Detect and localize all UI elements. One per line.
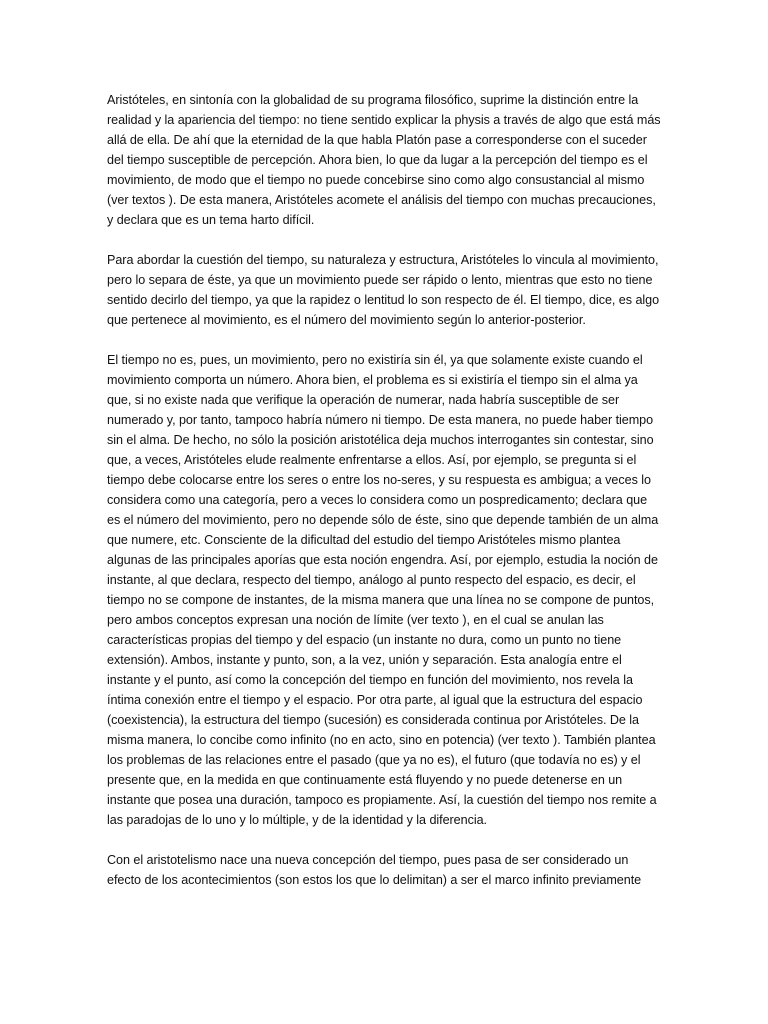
- paragraph-aristotelianism-time: Con el aristotelismo nace una nueva concepción del tiempo, pues pasa de ser considerado un efecto de los acontecimientos (son estos los que lo delimitan) a ser el marco infinito previamente: [107, 853, 642, 887]
- paragraph-time-movement: Para abordar la cuestión del tiempo, su naturaleza y estructura, Aristóteles lo vincula al movimiento, pero lo separa de éste, ya que un movimiento puede ser rápido o lento, mientras que esto no tiene sentido decirlo del tiempo, ya que la rapidez o lentitud lo son respecto de él. El tiempo, dice, es algo que pertenece al movimiento, es el número del movimiento según lo anterior-posterior.: [107, 253, 660, 327]
- paragraph-aristotle-time-reality: Aristóteles, en sintonía con la globalidad de su programa filosófico, suprime la distinción entre la realidad y la apariencia del tiempo: no tiene sentido explicar la physis a través de algo que está más allá de ella. De ahí que la eternidad de la que habla Platón pase a corresponderse con el suceder del tiempo susceptible de percepción. Ahora bien, lo que da lugar a la percepción del tiempo es el movimiento, de modo que el tiempo no puede concebirse sino como algo consustancial al mismo (ver textos ). De esta manera, Aristóteles acomete el análisis del tiempo con muchas precauciones, y declara que es un tema harto difícil.: [107, 93, 661, 227]
- document-page: [107, 90, 663, 910]
- paragraph-time-soul-instant: El tiempo no es, pues, un movimiento, pero no existiría sin él, ya que solamente existe cuando el movimiento comporta un número. Ahora bien, el problema es si existiría el tiempo sin el alma ya que, si no existe nada que verifique la operación de numerar, nada habría susceptible de ser numerado y, por tanto, tampoco habría número ni tiempo. De esta manera, no puede haber tiempo sin el alma. De hecho, no sólo la posición aristotélica deja muchos interrogantes sin contestar, sino que, a veces, Aristóteles elude realmente enfrentarse a ellos. Así, por ejemplo, se pregunta si el tiempo debe colocarse entre los seres o entre los no-seres, y su respuesta es ambigua; a veces lo considera como una categoría, pero a veces lo considera como un pospredicamento; declara que es el número del movimiento, pero no depende sólo de éste, sino que depende también de un alma que numere, etc. Consciente de la dificultad del estudio del tiempo Aristóteles mismo plantea algunas de las principales aporías que esta noción engendra. Así, por ejemplo, estudia la noción de instante, al que declara, respecto del tiempo, análogo al punto respecto del espacio, es decir, el tiempo no se compone de instantes, de la misma manera que una línea no se compone de puntos, pero ambos conceptos expresan una noción de límite (ver texto ), en el cual se anulan las características propias del tiempo y del espacio (un instante no dura, como un punto no tiene extensión). Ambos, instante y punto, son, a la vez, unión y separación. Esta analogía entre el instante y el punto, así como la concepción del tiempo en función del movimiento, nos revela la íntima conexión entre el tiempo y el espacio. Por otra parte, al igual que la estructura del espacio (coexistencia), la estructura del tiempo (sucesión) es considerada continua por Aristóteles. De la misma manera, lo concibe como infinito (no en acto, sino en potencia) (ver texto ). También plantea los problemas de las relaciones entre el pasado (que ya no es), el futuro (que todavía no es) y el presente que, en la medida en que continuamente está fluyendo y no puede detenerse en un instante que posea una duración, tampoco es propiamente. Así, la cuestión del tiempo nos remite a las paradojas de lo uno y lo múltiple, y de la identidad y la diferencia.: [107, 353, 659, 827]
